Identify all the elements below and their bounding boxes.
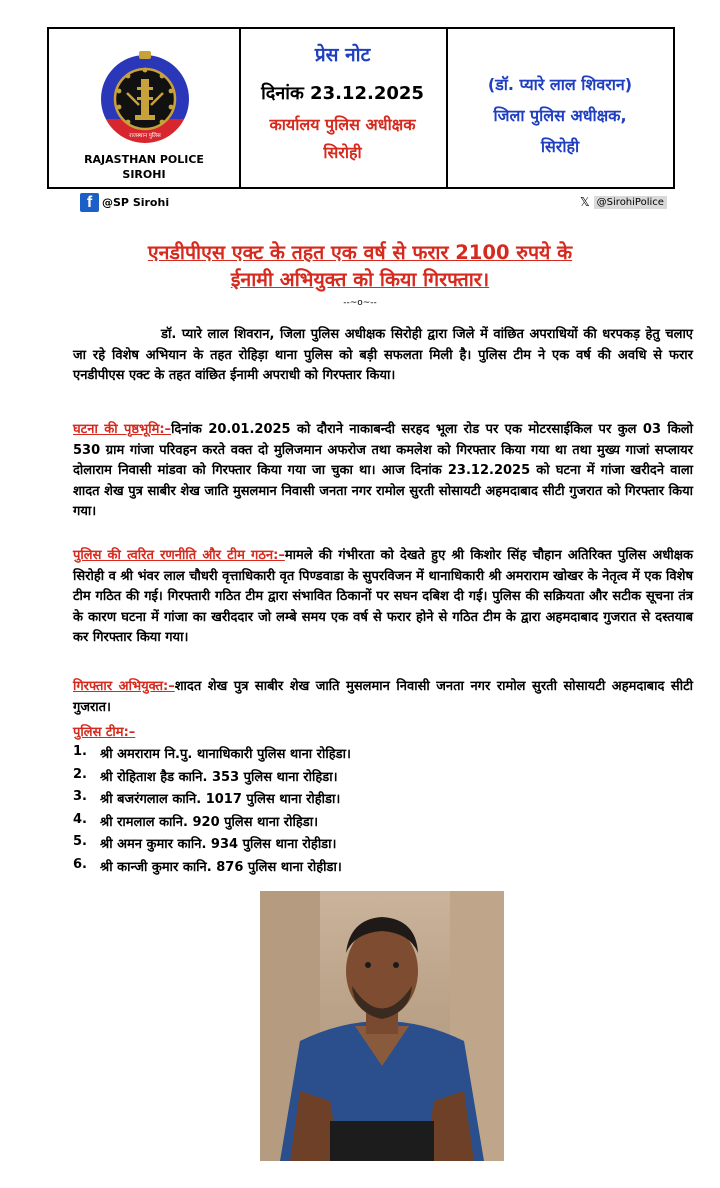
- facebook-icon: f: [80, 193, 99, 212]
- separator: --~o~--: [343, 298, 377, 308]
- list-number: 2.: [73, 766, 87, 782]
- list-text: श्री कान्जी कुमार कानि. 876 पुलिस थाना रोहीडा।: [100, 859, 342, 875]
- list-number: 4.: [73, 811, 87, 827]
- x-handle: @SirohiPolice: [594, 196, 667, 209]
- logo-caption-line2: SIROHI: [122, 168, 166, 181]
- press-note-cell: [239, 29, 448, 187]
- list-text: श्री अमन कुमार कानि. 934 पुलिस थाना रोहीडा।: [100, 837, 337, 853]
- x-link[interactable]: [580, 195, 667, 209]
- rajasthan-police-emblem-icon: [91, 41, 199, 149]
- list-number: 5.: [73, 834, 87, 850]
- facebook-handle: @SP Sirohi: [102, 196, 170, 209]
- strategy-text: मामले की गंभीरता को देखते हुए श्री किशोर सिंह चौहान अतिरिक्त पुलिस अधीक्षक सिरोही व श्री भंवर लाल चौधरी वृत्ताधिकारी वृत पिण्डवाडा के सुपरविजन में थानाधिकारी श्री अमराराम खोखर के नेतृत्व में एक विशेष टीम गठित की गई। गिरफ्तारी गठित टीम द्वारा संभावित ठिकानों पर सघन दबिश दी गई। पुलिस की सक्रियता और सटीक सूचना तंत्र के कारण घटना में गांजा का खरीददार जो लम्बे समय एक वर्ष से फरार होने से गठित टीम के द्वारा अहमदाबाद गुजरात से दस्तयाब कर गिरफ्तार किया गया।: [73, 548, 693, 646]
- list-text: श्री रामलाल कानि. 920 पुलिस थाना रोहिडा।: [100, 814, 318, 830]
- list-item: [73, 767, 351, 790]
- press-note-date: दिनांक 23.12.2025: [261, 83, 424, 104]
- list-item: [73, 834, 351, 857]
- logo-caption-line1: RAJASTHAN POLICE: [84, 153, 204, 166]
- logo-cell: [49, 29, 241, 187]
- intro-paragraph: डॉ. प्यारे लाल शिवरान, जिला पुलिस अधीक्षक सिरोही द्वारा जिले में वांछित अपराधियों की धरपकड़ हेतु चलाए जा रहे विशेष अभियान के तहत रोहिड़ा थाना पुलिस को बड़ी सफलता मिली है। पुलिस टीम ने एक वर्ष की अवधि से फरार एनडीपीएस एक्ट के तहत वांछित ईनामी अपराधी को गिरफ्तार किया।: [73, 327, 693, 384]
- facebook-link[interactable]: [80, 193, 169, 212]
- press-note-title: प्रेस नोट: [314, 44, 371, 66]
- team-list: [73, 744, 351, 880]
- officer-name: (डॉ. प्यारे लाल शिवरान): [487, 75, 633, 94]
- list-text: श्री बजरंगलाल कानि. 1017 पुलिस थाना रोहीडा।: [100, 792, 341, 808]
- accused-paragraph: [73, 677, 693, 718]
- list-text: श्री अमराराम नि.पु. थानाधिकारी पुलिस थाना रोहिडा।: [100, 747, 351, 762]
- x-icon: 𝕏: [580, 195, 590, 209]
- team-heading: पुलिस टीम:–: [73, 725, 136, 740]
- list-item: [73, 789, 351, 812]
- accused-text: शादत शेख पुत्र साबीर शेख जाति मुसलमान निवासी जनता नगर रामोल सुरती सोसायटी अहमदाबाद सीटी गुजरात।: [73, 679, 694, 715]
- officer-place: सिरोही: [540, 137, 580, 156]
- background-text: दिनांक 20.01.2025 को दौराने नाकाबन्दी सरहद भूला रोड पर एक मोटरसाईकिल पर कुल 03 किलो 530 ग्राम गांजा परिवहन करते वक्त दो मुलिजमान अफरोज तथा कमलेश को गिरफ्तार किया गया था तथा मुख्य गाजां सप्लायर दोलाराम निवासी मांडवा को गिरफ्तार किया गया जा चुका था। आज दिनांक 23.12.2025 को घटना में गांजा खरीदने वाला शादत शेख पुत्र साबीर शेख जाति मुसलमान निवासी जनता नगर रामोल सुरती सोसायटी अहमदाबाद सीटी गुजरात को गिरफ्तार किया गया।: [73, 422, 693, 520]
- list-number: 6.: [73, 856, 87, 872]
- accused-photo: [260, 891, 504, 1161]
- headline-line2: ईनामी अभियुक्त को किया गिरफ्तार।: [230, 268, 490, 291]
- emblem-text: राजस्थान पुलिस: [129, 133, 161, 139]
- background-label: घटना की पृष्ठभूमि:–: [73, 422, 172, 437]
- list-item: [73, 744, 351, 767]
- list-item: [73, 812, 351, 835]
- officer-title: जिला पुलिस अधीक्षक,: [493, 106, 627, 125]
- office-line-1: कार्यालय पुलिस अधीक्षक: [269, 115, 416, 134]
- strategy-paragraph: [73, 546, 693, 649]
- header-box: [47, 27, 675, 189]
- headline-line1: एनडीपीएस एक्ट के तहत एक वर्ष से फरार 2100 रुपये के: [147, 241, 573, 264]
- officer-cell: [446, 29, 673, 187]
- accused-label: गिरफ्तार अभियुक्त:–: [73, 679, 175, 694]
- list-item: [73, 857, 351, 880]
- list-text: श्री रोहिताश हैड कानि. 353 पुलिस थाना रोहिडा।: [100, 769, 338, 785]
- strategy-label: पुलिस की त्वरित रणनीति और टीम गठन:–: [73, 548, 285, 563]
- background-paragraph: [73, 420, 693, 523]
- list-number: 1.: [73, 744, 87, 759]
- office-line-2: सिरोही: [323, 143, 362, 162]
- list-number: 3.: [73, 789, 87, 805]
